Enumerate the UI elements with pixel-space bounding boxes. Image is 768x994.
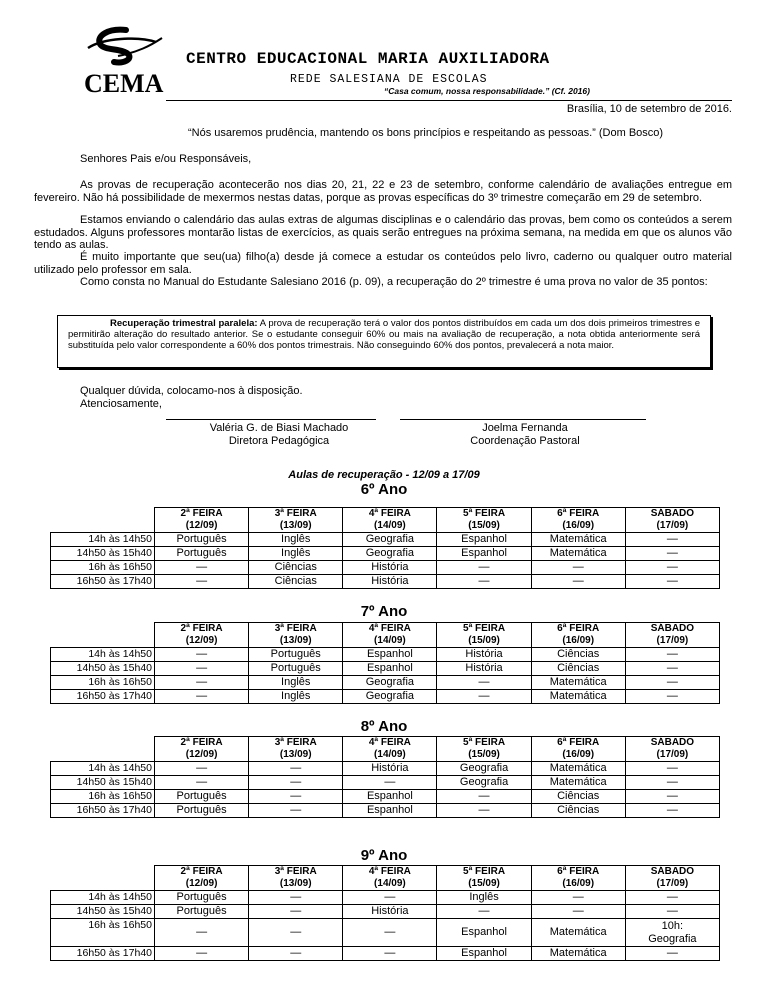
subject-cell: Inglês bbox=[249, 547, 343, 561]
subject-cell: Português bbox=[155, 804, 249, 818]
subject-cell: — bbox=[155, 947, 249, 961]
day-date: (13/09) bbox=[279, 878, 312, 889]
day-name: 6ª FEIRA bbox=[557, 737, 600, 748]
subject-cell: Espanhol bbox=[437, 919, 531, 947]
schedule-table-9 bbox=[50, 865, 720, 961]
table-row bbox=[51, 648, 720, 662]
day-header bbox=[155, 866, 249, 891]
day-date: (17/09) bbox=[656, 749, 689, 760]
subject-cell: Português bbox=[155, 533, 249, 547]
subject-cell: Geografia bbox=[343, 547, 437, 561]
table-row bbox=[51, 762, 720, 776]
subject-cell: — bbox=[625, 762, 719, 776]
day-date: (12/09) bbox=[185, 635, 218, 646]
subject-cell: Ciências bbox=[531, 662, 625, 676]
day-date: (16/09) bbox=[562, 749, 595, 760]
policy-box-text: A prova de recuperação terá o valor dos pontos distribuídos em cada um dos dois primeiros trimestres e permitirão alteração do resultado anterior. Se o estudante conseguir 60% ou mais na avaliação de recuperação, a nota obtida anteriormente será substituída pelo valor correspondente a 60% dos pontos trimestrais. Não conseguindo 60% dos pontos, prevalecerá a nota maior. bbox=[68, 318, 701, 352]
day-header bbox=[437, 508, 531, 533]
subject-cell: Matemática bbox=[531, 919, 625, 947]
time-slot: 14h50 às 15h40 bbox=[51, 905, 155, 919]
subject-cell: — bbox=[625, 905, 719, 919]
subject-cell: Matemática bbox=[531, 690, 625, 704]
subject-cell: Ciências bbox=[249, 561, 343, 575]
table-row bbox=[51, 891, 720, 905]
subject-cell: — bbox=[155, 662, 249, 676]
grade-title-6: 6º Ano bbox=[360, 481, 408, 498]
signature-2-name: Joelma Fernanda bbox=[482, 422, 568, 434]
subject-cell: — bbox=[155, 648, 249, 662]
day-date: (14/09) bbox=[374, 878, 406, 889]
day-header bbox=[249, 866, 343, 891]
subject-cell: Português bbox=[155, 790, 249, 804]
day-name: 5ª FEIRA bbox=[463, 623, 506, 634]
subject-cell: — bbox=[531, 575, 625, 589]
subject-cell: — bbox=[625, 790, 719, 804]
subject-cell: — bbox=[625, 947, 719, 961]
subject-cell: — bbox=[437, 575, 531, 589]
subject-cell: — bbox=[249, 776, 343, 790]
day-date: (14/09) bbox=[374, 749, 406, 760]
grade-title-7: 7º Ano bbox=[360, 603, 408, 620]
subject-cell: — bbox=[531, 561, 625, 575]
paragraph-1: As provas de recuperação acontecerão nos dias 20, 21, 22 e 23 de setembro, conforme calendário de avaliações entregue em fevereiro. Não há possibilidade de mexermos nestas datas, porque as provas específicas do 3º trimestre começarão em 29 de setembro. bbox=[34, 179, 732, 204]
header-row bbox=[51, 737, 720, 762]
subject-cell: História bbox=[343, 905, 437, 919]
day-header bbox=[249, 623, 343, 648]
subject-cell: — bbox=[437, 690, 531, 704]
subject-cell: — bbox=[625, 561, 719, 575]
day-name: 3ª FEIRA bbox=[274, 508, 317, 519]
subject-cell: Matemática bbox=[531, 776, 625, 790]
subject-cell: Matemática bbox=[531, 547, 625, 561]
grade-title-8: 8º Ano bbox=[360, 718, 408, 735]
subject-cell: Português bbox=[249, 662, 343, 676]
time-slot: 14h50 às 15h40 bbox=[51, 776, 155, 790]
day-name: 2ª FEIRA bbox=[180, 508, 223, 519]
subject-cell: Geografia bbox=[437, 776, 531, 790]
day-date: (14/09) bbox=[374, 520, 406, 531]
subject-cell: — bbox=[249, 762, 343, 776]
subject-cell: — bbox=[155, 676, 249, 690]
signature-line-1 bbox=[166, 419, 376, 420]
subject-cell: — bbox=[155, 575, 249, 589]
day-header bbox=[625, 866, 719, 891]
day-header bbox=[437, 623, 531, 648]
subject-cell: História bbox=[343, 561, 437, 575]
time-slot: 14h50 às 15h40 bbox=[51, 662, 155, 676]
day-header bbox=[249, 737, 343, 762]
day-name: 5ª FEIRA bbox=[463, 508, 506, 519]
day-name: SÁBADO bbox=[650, 866, 695, 877]
schedule-table-6 bbox=[50, 507, 720, 589]
subject-cell: — bbox=[249, 804, 343, 818]
day-name: 4ª FEIRA bbox=[368, 737, 411, 748]
subject-cell: Matemática bbox=[531, 762, 625, 776]
day-header bbox=[531, 623, 625, 648]
day-date: (12/09) bbox=[185, 749, 218, 760]
subject-cell: — bbox=[343, 776, 437, 790]
subject-cell: — bbox=[155, 762, 249, 776]
header-row bbox=[51, 623, 720, 648]
time-slot: 14h50 às 15h40 bbox=[51, 547, 155, 561]
subject-cell: — bbox=[625, 891, 719, 905]
day-header bbox=[155, 737, 249, 762]
day-header bbox=[249, 508, 343, 533]
table-row bbox=[51, 790, 720, 804]
grade-title-9: 9º Ano bbox=[360, 847, 408, 864]
subject-cell: Inglês bbox=[437, 891, 531, 905]
subject-cell: — bbox=[625, 676, 719, 690]
subject-cell: Inglês bbox=[249, 676, 343, 690]
day-date: (14/09) bbox=[374, 635, 406, 646]
day-date: (17/09) bbox=[656, 878, 689, 889]
day-date: (15/09) bbox=[468, 878, 500, 889]
time-slot: 14h às 14h50 bbox=[51, 648, 155, 662]
day-name: 6ª FEIRA bbox=[557, 866, 600, 877]
policy-box bbox=[57, 315, 711, 368]
day-name: 4ª FEIRA bbox=[368, 623, 411, 634]
time-slot: 16h50 às 17h40 bbox=[51, 804, 155, 818]
day-date: (12/09) bbox=[185, 520, 218, 531]
subject-cell: — bbox=[155, 776, 249, 790]
subject-cell: — bbox=[531, 891, 625, 905]
subject-cell: Geografia bbox=[343, 690, 437, 704]
subject-cell: História bbox=[437, 648, 531, 662]
day-name: SÁBADO bbox=[650, 508, 695, 519]
day-name: 3ª FEIRA bbox=[274, 623, 317, 634]
corner-cell bbox=[51, 866, 155, 891]
signature-line-2 bbox=[400, 419, 646, 420]
greeting: Senhores Pais e/ou Responsáveis, bbox=[80, 153, 252, 165]
time-slot: 16h às 16h50 bbox=[51, 919, 155, 947]
day-date: (12/09) bbox=[185, 878, 218, 889]
signature-2 bbox=[400, 422, 650, 448]
time-slot: 16h50 às 17h40 bbox=[51, 947, 155, 961]
subject-cell: — bbox=[625, 648, 719, 662]
day-date: (17/09) bbox=[656, 635, 689, 646]
subject-cell: — bbox=[625, 804, 719, 818]
subject-cell: — bbox=[625, 662, 719, 676]
day-name: 3ª FEIRA bbox=[274, 866, 317, 877]
subject-cell: Espanhol bbox=[437, 547, 531, 561]
salesian-s-icon bbox=[78, 26, 173, 96]
subject-cell: — bbox=[437, 790, 531, 804]
subject-cell: Matemática bbox=[531, 676, 625, 690]
table-row bbox=[51, 561, 720, 575]
signature-1 bbox=[166, 422, 392, 448]
schedule-title: Aulas de recuperação - 12/09 a 17/09 bbox=[288, 469, 480, 481]
subject-cell: Matemática bbox=[531, 947, 625, 961]
corner-cell bbox=[51, 737, 155, 762]
day-header bbox=[155, 508, 249, 533]
subject-cell: — bbox=[531, 905, 625, 919]
subject-cell: Português bbox=[155, 547, 249, 561]
day-name: 5ª FEIRA bbox=[463, 737, 506, 748]
table-row bbox=[51, 575, 720, 589]
day-date: (16/09) bbox=[562, 878, 595, 889]
header-divider bbox=[166, 100, 732, 101]
paragraph-3: É muito importante que seu(ua) filho(a) desde já comece a estudar os conteúdos pelo livro, caderno ou qualquer outro material utilizado pelo professor em sala. bbox=[34, 251, 732, 276]
paragraph-4: Como consta no Manual do Estudante Salesiano 2016 (p. 09), a recuperação do 2º trimestre é uma prova no valor de 35 pontos: bbox=[80, 276, 708, 288]
subject-cell: Espanhol bbox=[343, 790, 437, 804]
time-slot: 14h às 14h50 bbox=[51, 533, 155, 547]
day-header bbox=[343, 623, 437, 648]
day-header bbox=[437, 866, 531, 891]
day-header bbox=[531, 508, 625, 533]
subject-cell: Geografia bbox=[437, 762, 531, 776]
quote: “Nós usaremos prudência, mantendo os bons princípios e respeitando as pessoas.” (Dom Bosco) bbox=[188, 127, 664, 139]
subject-cell: Português bbox=[155, 905, 249, 919]
signature-1-name: Valéria G. de Biasi Machado bbox=[209, 422, 349, 434]
day-header bbox=[625, 623, 719, 648]
subject-cell: — bbox=[343, 891, 437, 905]
place-date: Brasília, 10 de setembro de 2016. bbox=[566, 103, 732, 115]
subject-cell: Português bbox=[155, 891, 249, 905]
day-header bbox=[343, 866, 437, 891]
table-row bbox=[51, 804, 720, 818]
day-name: 2ª FEIRA bbox=[180, 866, 223, 877]
time-slot: 16h50 às 17h40 bbox=[51, 575, 155, 589]
day-header bbox=[531, 737, 625, 762]
time-slot: 16h às 16h50 bbox=[51, 676, 155, 690]
day-header bbox=[625, 508, 719, 533]
subject-cell: — bbox=[343, 947, 437, 961]
schedule-table-8 bbox=[50, 736, 720, 818]
time-slot: 14h às 14h50 bbox=[51, 762, 155, 776]
schedule-table-7 bbox=[50, 622, 720, 704]
day-header bbox=[437, 737, 531, 762]
subject-cell: — bbox=[625, 690, 719, 704]
day-date: (16/09) bbox=[562, 635, 595, 646]
corner-cell bbox=[51, 623, 155, 648]
day-name: 3ª FEIRA bbox=[274, 737, 317, 748]
corner-cell bbox=[51, 508, 155, 533]
subject-cell: História bbox=[343, 762, 437, 776]
subject-cell: Espanhol bbox=[437, 947, 531, 961]
day-name: 2ª FEIRA bbox=[180, 623, 223, 634]
subject-cell: Matemática bbox=[531, 533, 625, 547]
header-row bbox=[51, 508, 720, 533]
subject-cell: Ciências bbox=[531, 648, 625, 662]
table-row bbox=[51, 547, 720, 561]
time-slot: 16h às 16h50 bbox=[51, 790, 155, 804]
day-date: (13/09) bbox=[279, 520, 312, 531]
day-name: SÁBADO bbox=[650, 737, 695, 748]
day-date: (15/09) bbox=[468, 520, 500, 531]
table-row bbox=[51, 947, 720, 961]
subject-cell: Espanhol bbox=[437, 533, 531, 547]
subject-cell: — bbox=[437, 804, 531, 818]
subject-cell: — bbox=[249, 790, 343, 804]
day-date: (13/09) bbox=[279, 749, 312, 760]
table-row bbox=[51, 533, 720, 547]
day-date: (13/09) bbox=[279, 635, 312, 646]
policy-box-title: Recuperação trimestral paralela: bbox=[110, 318, 258, 329]
day-date: (17/09) bbox=[656, 520, 689, 531]
subject-cell: — bbox=[437, 676, 531, 690]
subject-cell: Ciências bbox=[531, 790, 625, 804]
subject-cell: Espanhol bbox=[343, 648, 437, 662]
subject-cell: — bbox=[155, 690, 249, 704]
subject-cell: — bbox=[343, 919, 437, 947]
subject-cell: Ciências bbox=[249, 575, 343, 589]
time-slot: 16h às 16h50 bbox=[51, 561, 155, 575]
signature-2-role: Coordenação Pastoral bbox=[470, 435, 580, 447]
subject-cell: — bbox=[155, 919, 249, 947]
motto: “Casa comum, nossa responsabilidade.” (Cf. 2016) bbox=[384, 86, 590, 96]
time-slot: 14h às 14h50 bbox=[51, 891, 155, 905]
subject-cell: Geografia bbox=[343, 676, 437, 690]
day-header bbox=[625, 737, 719, 762]
day-name: 4ª FEIRA bbox=[368, 866, 411, 877]
closing-line-2: Atenciosamente, bbox=[80, 398, 162, 410]
subject-cell: — bbox=[437, 905, 531, 919]
day-name: SÁBADO bbox=[650, 623, 695, 634]
closing-line-1: Qualquer dúvida, colocamo-nos à disposição. bbox=[80, 385, 303, 397]
subject-cell: — bbox=[249, 905, 343, 919]
subject-cell: — bbox=[249, 891, 343, 905]
header-row bbox=[51, 866, 720, 891]
day-date: (16/09) bbox=[562, 520, 595, 531]
subject-cell: Geografia bbox=[343, 533, 437, 547]
day-name: 2ª FEIRA bbox=[180, 737, 223, 748]
subject-cell: Ciências bbox=[531, 804, 625, 818]
subject-cell: — bbox=[437, 561, 531, 575]
day-header bbox=[531, 866, 625, 891]
network-name: REDE SALESIANA DE ESCOLAS bbox=[290, 73, 488, 86]
subject-cell: História bbox=[343, 575, 437, 589]
table-row bbox=[51, 919, 720, 947]
subject-cell: Espanhol bbox=[343, 804, 437, 818]
table-row bbox=[51, 690, 720, 704]
signature-1-role: Diretora Pedagógica bbox=[228, 435, 330, 447]
day-name: 4ª FEIRA bbox=[368, 508, 411, 519]
subject-cell: — bbox=[625, 575, 719, 589]
closing bbox=[80, 385, 303, 411]
subject-cell: Espanhol bbox=[343, 662, 437, 676]
school-name: CENTRO EDUCACIONAL MARIA AUXILIADORA bbox=[186, 50, 550, 68]
subject-cell: Inglês bbox=[249, 690, 343, 704]
subject-cell: Inglês bbox=[249, 533, 343, 547]
school-logo bbox=[78, 26, 173, 96]
subject-cell: — bbox=[155, 561, 249, 575]
day-date: (15/09) bbox=[468, 635, 500, 646]
day-name: 6ª FEIRA bbox=[557, 623, 600, 634]
subject-cell: — bbox=[625, 776, 719, 790]
table-row bbox=[51, 905, 720, 919]
day-header bbox=[343, 508, 437, 533]
subject-cell: História bbox=[437, 662, 531, 676]
day-header bbox=[343, 737, 437, 762]
svg-text:CEMA: CEMA bbox=[84, 69, 164, 96]
table-row bbox=[51, 676, 720, 690]
subject-cell: — bbox=[249, 919, 343, 947]
subject-cell: Português bbox=[249, 648, 343, 662]
subject-cell: — bbox=[625, 533, 719, 547]
table-row bbox=[51, 662, 720, 676]
table-row bbox=[51, 776, 720, 790]
time-slot: 16h50 às 17h40 bbox=[51, 690, 155, 704]
day-name: 6ª FEIRA bbox=[557, 508, 600, 519]
subject-cell: — bbox=[625, 547, 719, 561]
paragraph-2: Estamos enviando o calendário das aulas extras de algumas disciplinas e o calendário das provas, bem como os conteúdos a serem estudados. Alguns professores montarão listas de exercícios, as quais serão entregues na próxima semana, na medida em que os alunos vão tendo as aulas. bbox=[34, 214, 732, 252]
day-header bbox=[155, 623, 249, 648]
subject-cell: 10h: Geografia bbox=[625, 919, 719, 947]
day-name: 5ª FEIRA bbox=[463, 866, 506, 877]
day-date: (15/09) bbox=[468, 749, 500, 760]
subject-cell: — bbox=[249, 947, 343, 961]
